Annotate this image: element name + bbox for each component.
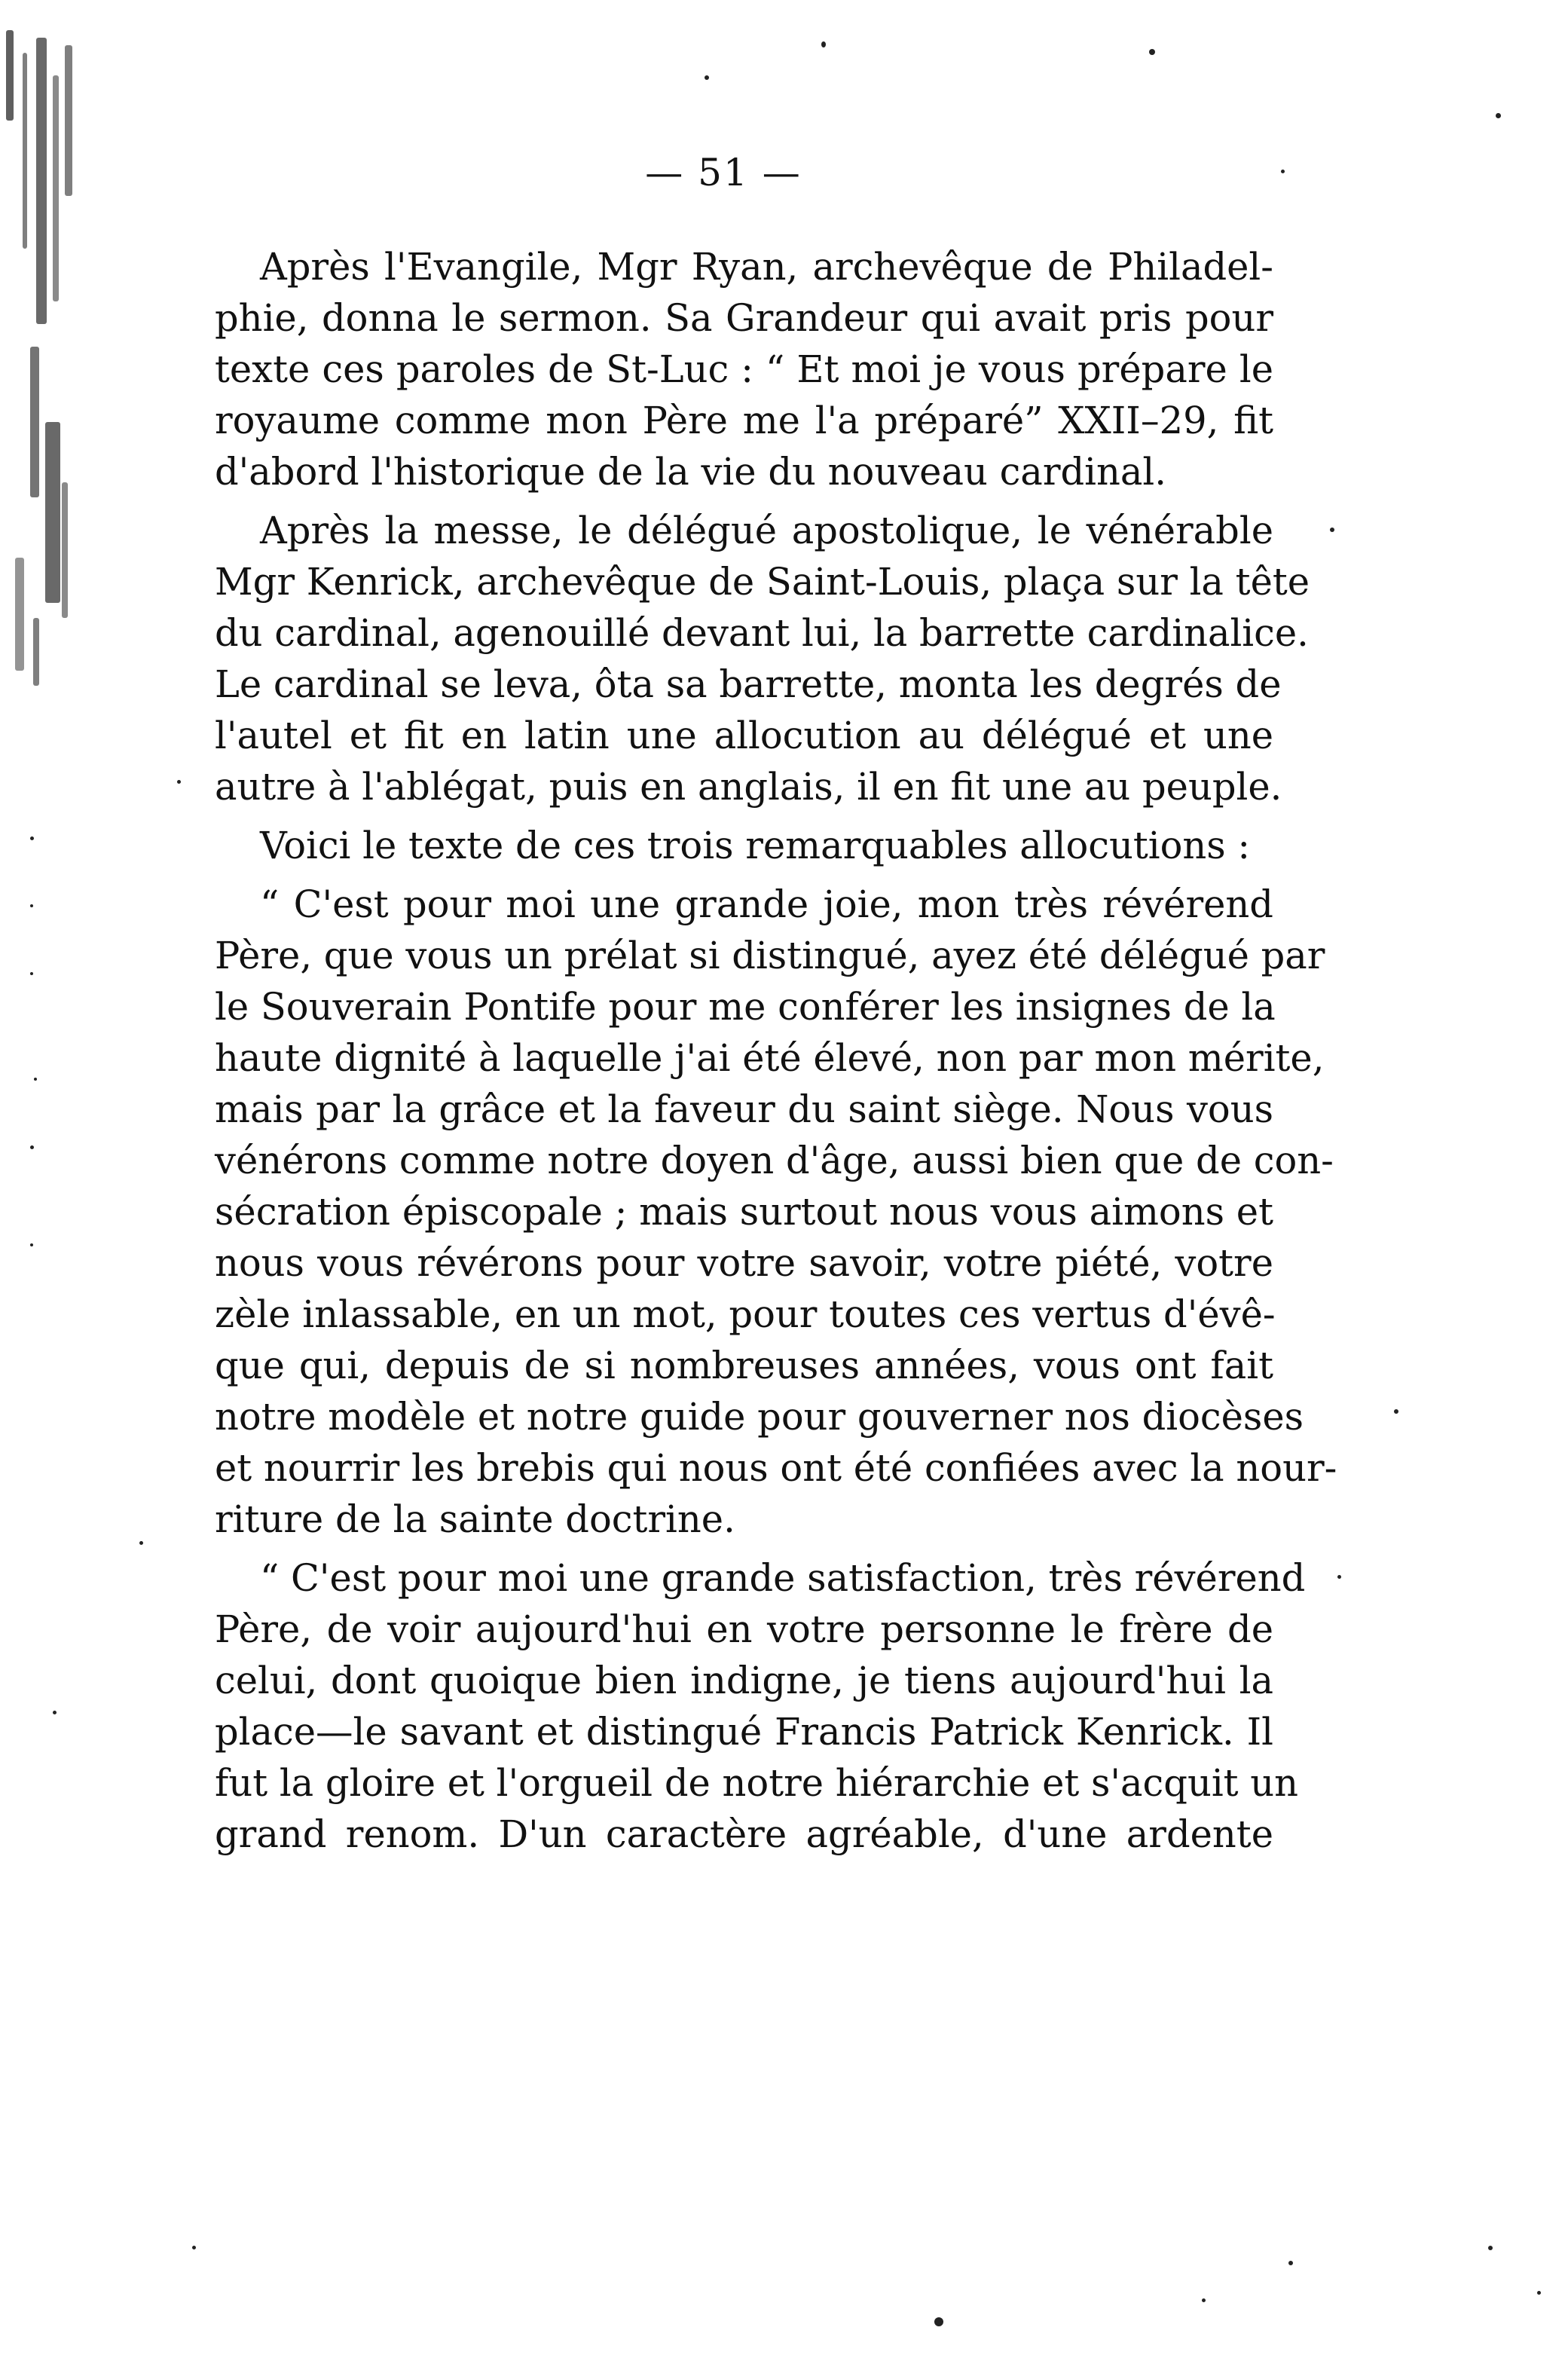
text-line: fut la gloire et l'orgueil de notre hiérarchie et s'acquit un	[215, 1761, 1299, 1805]
speck	[30, 1243, 33, 1246]
text-line: le Souverain Pontife pour me conférer les insignes de la	[215, 985, 1276, 1029]
text-line: Père, de voir aujourd'hui en votre personne le frère de	[215, 1607, 1273, 1651]
text-line: Après l'Evangile, Mgr Ryan, archevêque de Philadel-	[260, 245, 1273, 289]
body-text	[215, 241, 1337, 1867]
paragraph-3	[215, 820, 1273, 871]
text-line: place—le savant et distingué Francis Patrick Kenrick. Il	[215, 1710, 1273, 1754]
text-line: Père, que vous un prélat si distingué, ayez été délégué par	[215, 934, 1325, 977]
speck	[1288, 2261, 1293, 2265]
text-line: et nourrir les brebis qui nous ont été confiées avec la nour-	[215, 1446, 1337, 1490]
speck	[705, 75, 709, 80]
text-line: que qui, depuis de si nombreuses années, vous ont fait	[215, 1344, 1273, 1387]
speck	[821, 41, 826, 47]
text-line: mais par la grâce et la faveur du saint siège. Nous vous	[215, 1087, 1273, 1131]
text-line: royaume comme mon Père me l'a préparé” XXII–29, fit	[215, 399, 1273, 442]
speck	[1149, 49, 1155, 55]
text-line: phie, donna le sermon. Sa Grandeur qui avait pris pour	[215, 296, 1273, 340]
speck	[34, 1078, 37, 1081]
text-line: Le cardinal se leva, ôta sa barrette, monta les degrés de	[215, 662, 1282, 706]
text-line: haute dignité à laquelle j'ai été élevé, non par mon mérite,	[215, 1036, 1325, 1080]
speck	[177, 780, 181, 784]
text-line: l'autel et fit en latin une allocution au délégué et une	[215, 714, 1273, 757]
paragraph-1	[215, 241, 1273, 497]
speck	[1537, 2291, 1541, 2295]
speck	[30, 836, 34, 840]
speck	[30, 1145, 34, 1149]
text-line: “ C'est pour moi une grande satisfaction, très révérend	[260, 1556, 1306, 1600]
text-line: riture de la sainte doctrine.	[215, 1497, 735, 1541]
speck	[30, 904, 33, 907]
speck	[1496, 113, 1501, 118]
speck	[192, 2246, 196, 2249]
speck	[30, 972, 33, 975]
speck	[53, 1711, 57, 1714]
text-line: sécration épiscopale ; mais surtout nous vous aimons et	[215, 1190, 1273, 1234]
speck	[934, 2317, 943, 2326]
speck	[1337, 1575, 1341, 1579]
speck	[139, 1541, 143, 1545]
speck	[1488, 2246, 1493, 2250]
text-line: nous vous révérons pour votre savoir, votre piété, votre	[215, 1241, 1273, 1285]
text-line: notre modèle et notre guide pour gouverner nos diocèses	[215, 1395, 1304, 1439]
page-number: — 51 —	[645, 151, 802, 194]
binding-shadow	[0, 30, 90, 693]
paragraph-2	[215, 505, 1310, 812]
speck	[1394, 1409, 1398, 1414]
text-line: vénérons comme notre doyen d'âge, aussi bien que de con-	[215, 1139, 1334, 1182]
text-line: Voici le texte de ces trois remarquables allocutions :	[260, 824, 1251, 867]
speck	[1330, 528, 1334, 532]
text-line: zèle inlassable, en un mot, pour toutes ces vertus d'évê-	[215, 1292, 1276, 1336]
text-line: celui, dont quoique bien indigne, je tiens aujourd'hui la	[215, 1659, 1273, 1702]
text-line: grand renom. D'un caractère agréable, d'une ardente	[215, 1812, 1273, 1856]
text-line: autre à l'ablégat, puis en anglais, il en fit une au peuple.	[215, 765, 1282, 809]
text-line: Mgr Kenrick, archevêque de Saint-Louis, plaça sur la tête	[215, 560, 1310, 604]
text-line: “ C'est pour moi une grande joie, mon très révérend	[260, 882, 1273, 926]
text-line: texte ces paroles de St-Luc : “ Et moi je vous prépare le	[215, 347, 1273, 391]
text-line: du cardinal, agenouillé devant lui, la barrette cardinalice.	[215, 611, 1309, 655]
speck	[1281, 170, 1285, 173]
paragraph-5	[215, 1552, 1306, 1860]
text-line: Après la messe, le délégué apostolique, le vénérable	[260, 509, 1273, 552]
paragraph-4	[215, 879, 1337, 1545]
text-line: d'abord l'historique de la vie du nouveau cardinal.	[215, 450, 1166, 494]
speck	[1202, 2298, 1206, 2302]
